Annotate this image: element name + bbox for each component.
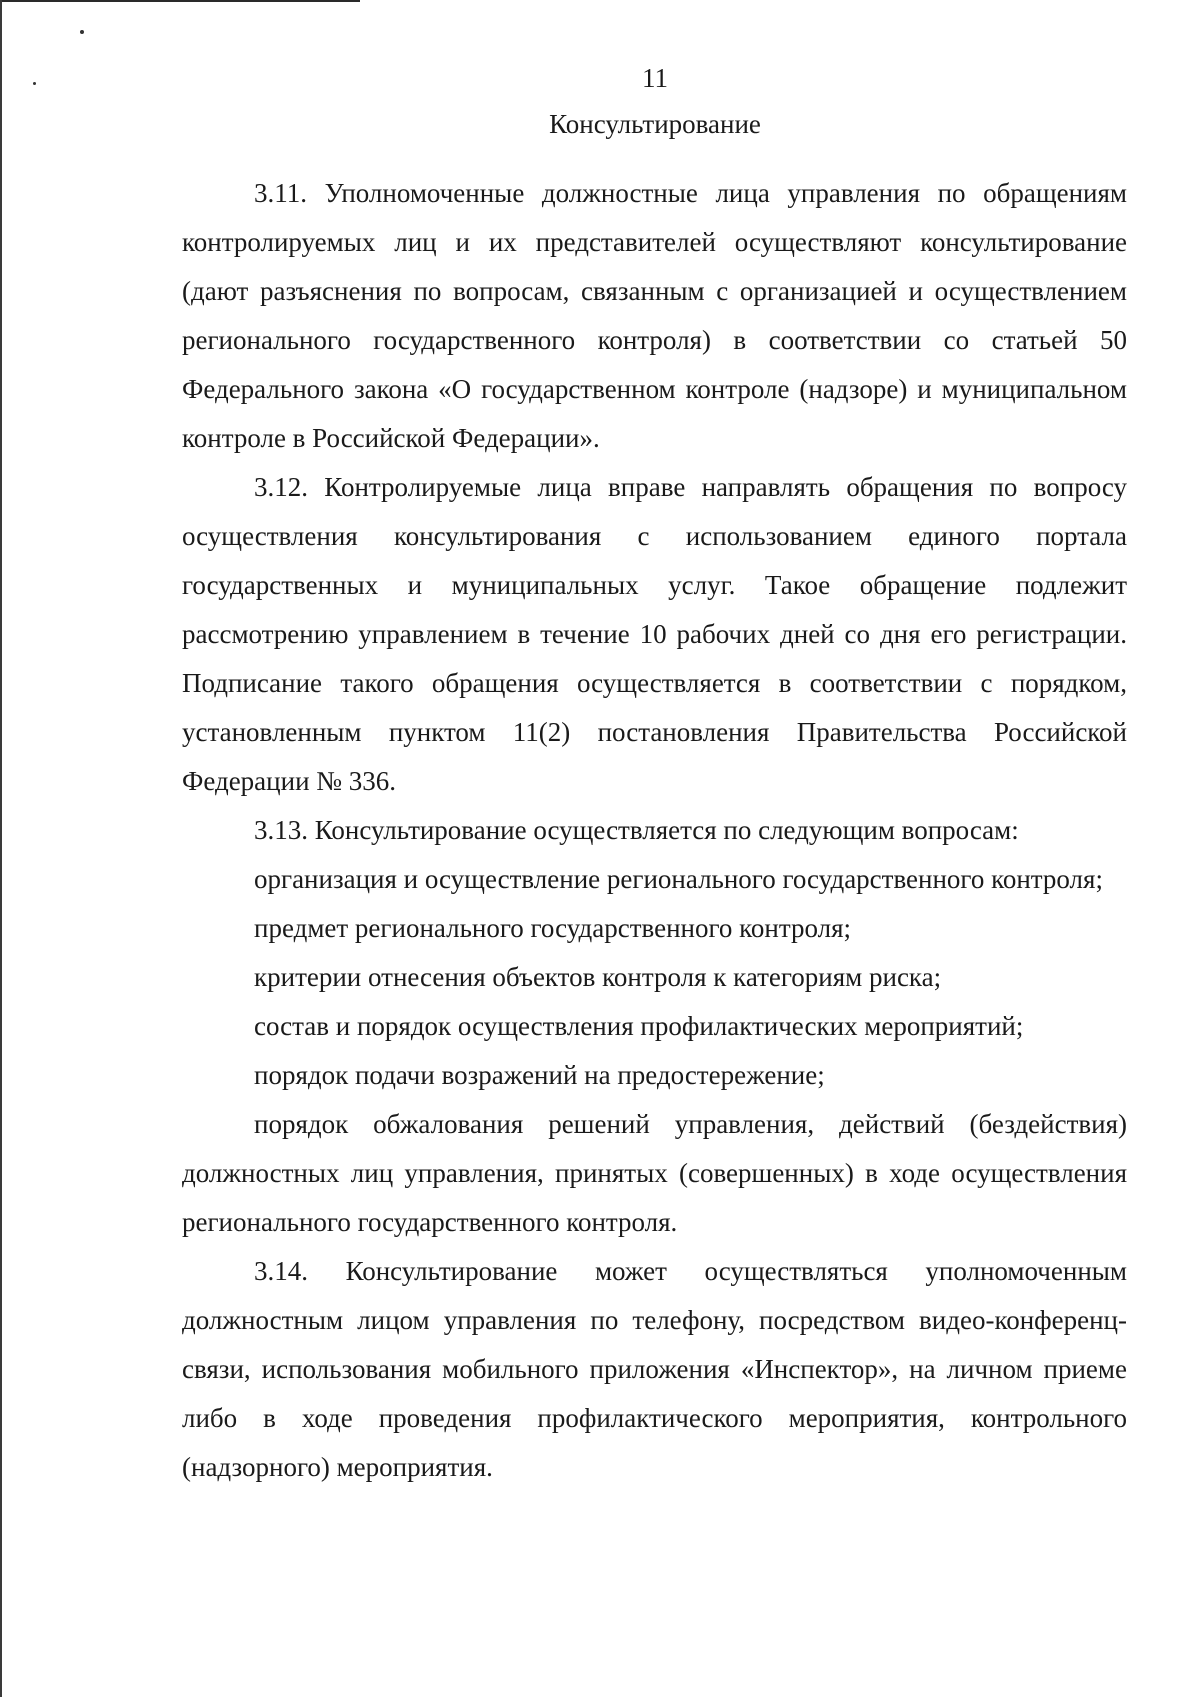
list-item-organization: организация и осуществление регионального государственного контроля; xyxy=(254,864,1103,894)
list-item-appeals: порядок обжалования решений управления, действий (бездействия) должностных лиц управления, принятых (совершенных) в ходе осуществления регионального государственного контроля. xyxy=(182,1109,1127,1237)
page-number: 11 xyxy=(642,63,668,93)
scan-speck xyxy=(80,30,84,34)
paragraph-3-14: 3.14. Консультирование может осуществляться уполномоченным должностным лицом управления по телефону, посредством видео-конференц-связи, использования мобильного приложения «Инспектор», на личном приеме либо в ходе проведения профилактического мероприятия, контрольного (надзорного) мероприятия. xyxy=(182,1256,1127,1482)
list-item-subject: предмет регионального государственного контроля; xyxy=(254,913,851,943)
scan-edge-left xyxy=(0,0,2,1697)
paragraph-3-13: 3.13. Консультирование осуществляется по следующим вопросам: xyxy=(254,815,1019,845)
body-text xyxy=(182,169,1127,1492)
list-item-preventive-measures: состав и порядок осуществления профилактических мероприятий; xyxy=(254,1011,1024,1041)
list-item-objections: порядок подачи возражений на предостережение; xyxy=(254,1060,825,1090)
paragraph-3-12: 3.12. Контролируемые лица вправе направлять обращения по вопросу осуществления консультирования с использованием единого портала государственных и муниципальных услуг. Такое обращение подлежит рассмотрению управлением в течение 10 рабочих дней со дня его регистрации. Подписание такого обращения осуществляется в соответствии с порядком, установленным пунктом 11(2) постановления Правительства Российской Федерации № 336. xyxy=(182,472,1127,796)
list-item-risk-criteria: критерии отнесения объектов контроля к категориям риска; xyxy=(254,962,942,992)
scan-edge-top xyxy=(0,0,360,2)
paragraph-3-11: 3.11. Уполномоченные должностные лица управления по обращениям контролируемых лиц и их представителей осуществляют консультирование (дают разъяснения по вопросам, связанным с организацией и осуществлением регионального государственного контроля) в соответствии со статьей 50 Федерального закона «О государственном контроле (надзоре) и муниципальном контроле в Российской Федерации». xyxy=(182,178,1127,453)
section-heading: Консультирование xyxy=(549,109,761,139)
